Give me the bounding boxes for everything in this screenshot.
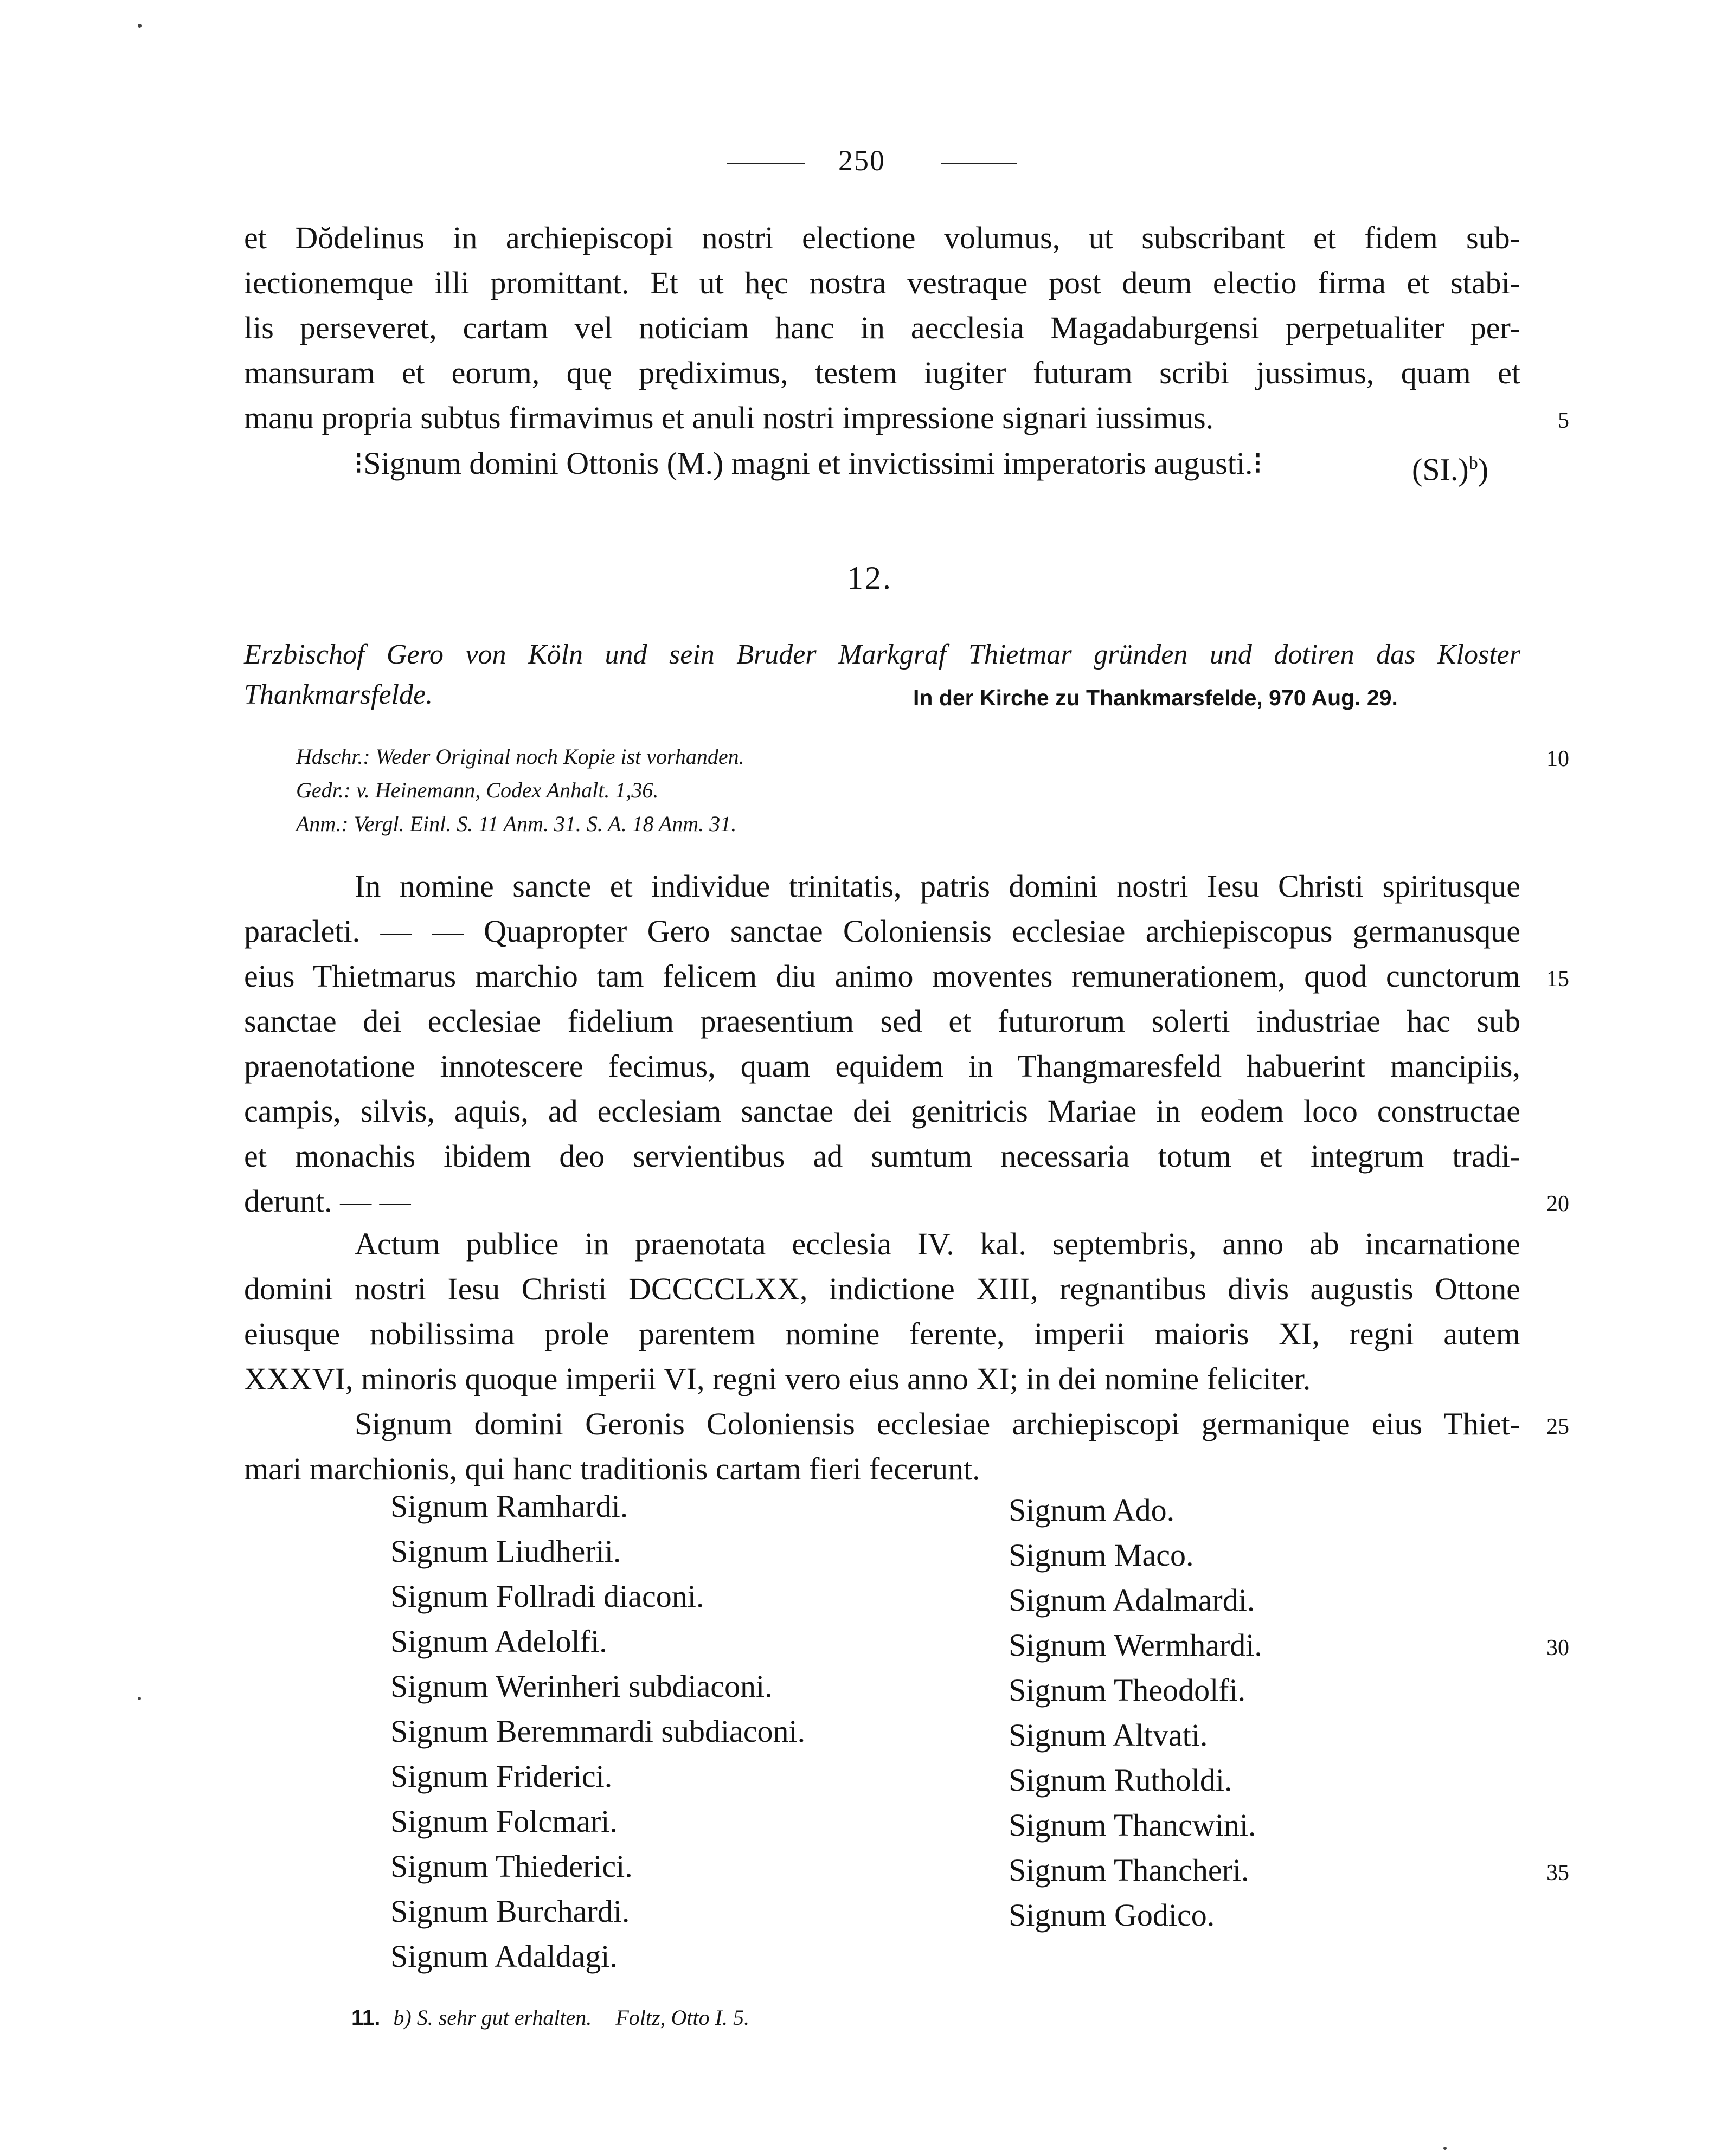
continuation-line: lis perseveret, cartam vel noticiam hanc in aecclesia Magadaburgensi perpetualiter per- (244, 310, 1520, 345)
body-line: paracleti. — — Quapropter Gero sanctae Coloniensis ecclesiae archiepiscopus germanusque (244, 913, 1520, 949)
witness-right: Signum Rutholdi. (1009, 1762, 1232, 1798)
witness-left: Signum Adelolfi. (390, 1624, 607, 1659)
witness-right: Signum Thancheri. (1009, 1852, 1249, 1888)
witness-left: Signum Follradi diaconi. (390, 1579, 704, 1614)
body-line: campis, silvis, aquis, ad ecclesiam sanctae dei genitricis Mariae in eodem loco constructae (244, 1093, 1520, 1129)
actum-line: Actum publice in praenotata ecclesia IV. kal. septembris, anno ab incarnatione (355, 1226, 1520, 1262)
witness-left: Signum Thiederici. (390, 1849, 633, 1884)
signum-main-line: mari marchionis, qui hanc traditionis cartam fieri fecerunt. (244, 1451, 980, 1486)
actum-line: domini nostri Iesu Christi DCCCCLXX, indictione XIII, regnantibus divis augustis Ottone (244, 1271, 1520, 1307)
witness-right: Signum Ado. (1009, 1492, 1175, 1528)
header-dash-left (727, 163, 805, 164)
source-manuscript: Hdschr.: Weder Original noch Kopie ist vorhanden. (296, 744, 744, 769)
witness-right: Signum Theodolfi. (1009, 1672, 1246, 1708)
continuation-line: mansuram et eorum, quę prędiximus, testem iugiter futuram scribi jussimus, quam et (244, 355, 1520, 390)
line-number: 25 (1546, 1414, 1569, 1439)
footnote (351, 2005, 749, 2030)
header-dash-right (941, 163, 1017, 164)
body-line: sanctae dei ecclesiae fidelium praesentium sed et futurorum solerti industriae hac sub (244, 1003, 1520, 1039)
line-number: 20 (1546, 1192, 1569, 1217)
footnote-cite: Foltz, Otto I. 5. (615, 2005, 749, 2030)
footnote-text: b) S. sehr gut erhalten. (393, 2005, 592, 2030)
page-number: 250 (838, 144, 885, 177)
witness-right: Signum Wermhardi. (1009, 1627, 1262, 1663)
document-title-line2: Thankmarsfelde. (244, 679, 433, 710)
witness-right: Signum Godico. (1009, 1897, 1215, 1933)
continuation-line: iectionemque illi promittant. Et ut hęc nostra vestraque post deum electio firma et stabi- (244, 265, 1520, 300)
line-number: 30 (1546, 1636, 1569, 1661)
source-note: Anm.: Vergl. Einl. S. 11 Anm. 31. S. A. 18 Anm. 31. (296, 812, 737, 836)
seal-note-ref: b (1468, 453, 1478, 473)
body-line: praenotatione innotescere fecimus, quam equidem in Thangmaresfeld habuerint mancipiis, (244, 1048, 1520, 1084)
witness-right: Signum Altvati. (1009, 1717, 1208, 1753)
actum-line: eiusque nobilissima prole parentem nomine ferente, imperii maioris XI, regni autem (244, 1316, 1520, 1351)
actum-line: XXXVI, minoris quoque imperii VI, regni vero eius anno XI; in dei nomine feliciter. (244, 1361, 1311, 1396)
seal-mark (1412, 443, 1488, 490)
witness-left: Signum Liudherii. (390, 1534, 621, 1569)
signum-main-line: Signum domini Geronis Coloniensis ecclesiae archiepiscopi germanique eius Thiet- (355, 1406, 1520, 1441)
line-number: 35 (1546, 1861, 1569, 1885)
scan-speck (138, 24, 142, 28)
document-number: 12. (847, 560, 892, 596)
body-line: derunt. — — (244, 1183, 411, 1219)
line-number: 5 (1558, 408, 1569, 433)
seal-close: ) (1478, 452, 1489, 487)
witness-left: Signum Friderici. (390, 1759, 613, 1794)
footnote-ref: 11. (351, 2006, 381, 2030)
witness-right: Signum Adalmardi. (1009, 1582, 1255, 1618)
witness-left: Signum Burchardi. (390, 1894, 630, 1929)
body-line: In nomine sancte et individue trinitatis, patris domini nostri Iesu Christi spiritusque (355, 868, 1520, 904)
witness-left: Signum Adaldagi. (390, 1939, 618, 1974)
witness-left: Signum Beremmardi subdiaconi. (390, 1714, 806, 1749)
witness-right: Signum Thancwini. (1009, 1807, 1256, 1843)
witness-left: Signum Werinheri subdiaconi. (390, 1669, 773, 1704)
place-date: In der Kirche zu Thankmarsfelde, 970 Aug. 29. (913, 685, 1398, 710)
scan-speck (138, 1697, 141, 1700)
continuation-line: manu propria subtus firmavimus et anuli nostri impressione signari iussimus. (244, 400, 1214, 435)
source-print: Gedr.: v. Heinemann, Codex Anhalt. 1,36. (296, 778, 659, 802)
document-title-line1: Erzbischof Gero von Köln und sein Bruder Markgraf Thietmar gründen und dotiren das Kloster (244, 639, 1520, 670)
seal-label: (SI.) (1412, 452, 1469, 487)
line-number: 10 (1546, 746, 1569, 771)
witness-left: Signum Folcmari. (390, 1804, 618, 1839)
scan-speck (1443, 2147, 1447, 2150)
signature-line: ⁝Signum domini Ottonis (M.) magni et invictissimi imperatoris augusti.⁝ (354, 446, 1263, 481)
body-line: eius Thietmarus marchio tam felicem diu animo moventes remunerationem, quod cunctorum (244, 958, 1520, 994)
line-number: 15 (1546, 967, 1569, 992)
continuation-line: et Dŏdelinus in archiepiscopi nostri electione volumus, ut subscribant et fidem sub- (244, 220, 1520, 255)
witness-left: Signum Ramhardi. (390, 1489, 628, 1524)
witness-right: Signum Maco. (1009, 1537, 1194, 1573)
body-line: et monachis ibidem deo servientibus ad sumtum necessaria totum et integrum tradi- (244, 1138, 1520, 1174)
